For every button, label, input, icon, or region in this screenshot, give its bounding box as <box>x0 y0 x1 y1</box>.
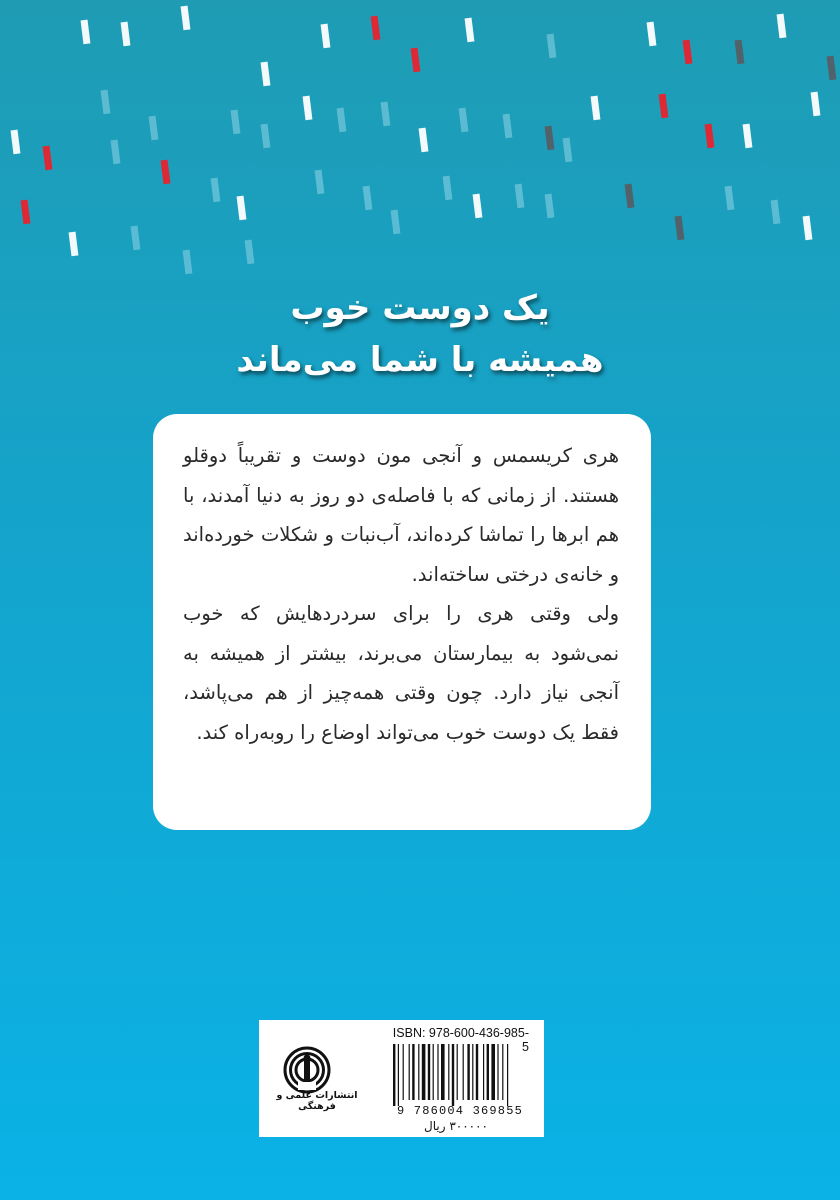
confetti-piece <box>303 96 313 121</box>
confetti-piece <box>21 200 31 225</box>
blurb-paragraph: هری کریسمس و آنجی مون دوست و تقریباً دوقلو هستند. از زمانی که با فاصله‌ی دو روز به دنیا آمدند، با هم ابرها را تماشا کرده‌اند، آب‌نبات و شکلات خورده‌اند و خانه‌ی درختی ساخته‌اند. <box>183 444 619 586</box>
confetti-piece <box>659 94 669 119</box>
confetti-piece <box>11 130 21 155</box>
confetti-piece <box>591 96 601 121</box>
confetti-piece <box>545 126 555 151</box>
confetti-piece <box>237 196 247 221</box>
confetti-piece <box>443 176 453 201</box>
confetti-piece <box>131 226 141 251</box>
confetti-piece <box>411 48 421 73</box>
headline-line-2: همیشه با شما می‌ماند <box>236 340 604 380</box>
headline-line-1: یک دوست خوب <box>290 288 550 328</box>
confetti-piece <box>261 124 271 149</box>
publisher-logo-icon <box>283 1046 331 1094</box>
confetti-piece <box>465 18 475 43</box>
publisher-name: انتشارات علمی و فرهنگی <box>276 1090 358 1112</box>
confetti-piece <box>149 116 159 141</box>
barcode-icon <box>391 1044 531 1106</box>
confetti-piece <box>777 14 787 39</box>
confetti-piece <box>111 140 121 165</box>
blurb-paragraph: ولی وقتی هری را برای سردردهایش که خوب نمی‌شود به بیمارستان می‌برند، بیشتر از همیشه به آنجی نیاز دارد. چون وقتی همه‌چیز از هم می‌پاشد، فقط یک دوست خوب می‌تواند اوضاع را روبه‌راه کند. <box>183 602 619 744</box>
confetti-piece <box>81 20 91 45</box>
isbn-digits: 9 786004 369855 <box>396 1104 524 1118</box>
confetti-piece <box>473 194 483 219</box>
confetti-piece <box>459 108 469 133</box>
confetti-piece <box>811 92 821 117</box>
confetti-piece <box>337 108 347 133</box>
price-label: ۳۰۰۰۰۰ ریال <box>424 1119 488 1133</box>
isbn-label: ISBN: 978-600-436-985-5 <box>392 1026 529 1054</box>
confetti-piece <box>315 170 325 195</box>
confetti-piece <box>181 6 191 31</box>
confetti-piece <box>675 216 685 241</box>
confetti-piece <box>563 138 573 163</box>
confetti-piece <box>69 232 79 257</box>
confetti-piece <box>231 110 241 135</box>
confetti-piece <box>43 146 53 171</box>
confetti-piece <box>705 124 715 149</box>
confetti-piece <box>683 40 693 65</box>
confetti-piece <box>515 184 525 209</box>
confetti-piece <box>321 24 331 49</box>
confetti-piece <box>371 16 381 41</box>
confetti-piece <box>183 250 193 275</box>
confetti-piece <box>363 186 373 211</box>
confetti-piece <box>121 22 131 47</box>
confetti-piece <box>161 160 171 185</box>
confetti-piece <box>101 90 111 115</box>
confetti-piece <box>735 40 745 65</box>
confetti-piece <box>625 184 635 209</box>
confetti-piece <box>245 240 255 265</box>
confetti-piece <box>725 186 735 211</box>
confetti-piece <box>743 124 753 149</box>
confetti-decoration <box>0 0 840 280</box>
confetti-piece <box>803 216 813 241</box>
confetti-piece <box>211 178 221 203</box>
confetti-piece <box>381 102 391 127</box>
confetti-piece <box>647 22 657 47</box>
confetti-piece <box>391 210 401 235</box>
confetti-piece <box>419 128 429 153</box>
confetti-piece <box>503 114 513 139</box>
confetti-piece <box>827 56 837 81</box>
confetti-piece <box>545 194 555 219</box>
blurb-box <box>153 414 651 830</box>
confetti-piece <box>771 200 781 225</box>
barcode-panel <box>259 1020 544 1137</box>
confetti-piece <box>547 34 557 59</box>
confetti-piece <box>261 62 271 87</box>
publisher-logo <box>275 1046 337 1096</box>
